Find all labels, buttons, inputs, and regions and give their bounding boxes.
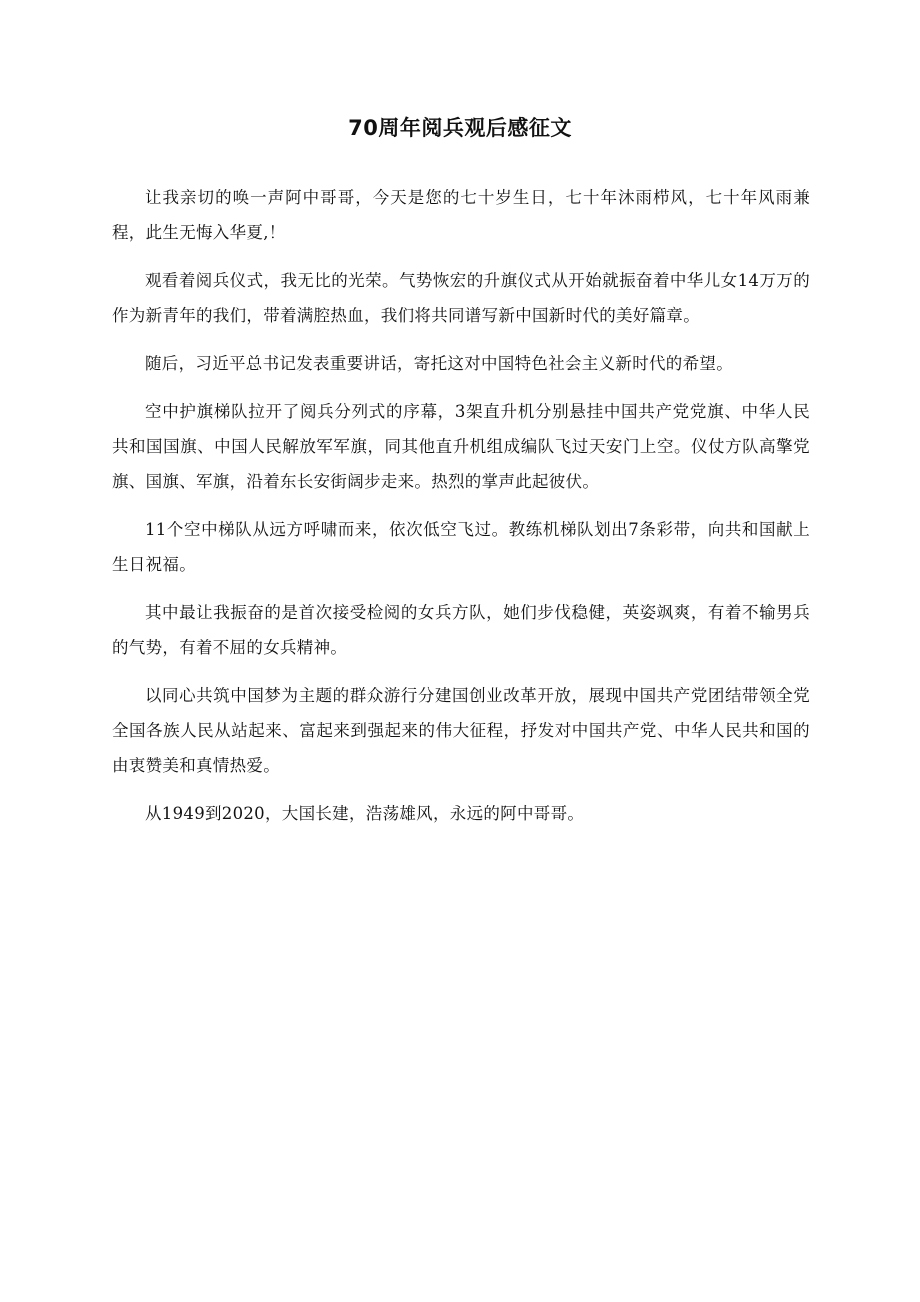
document-body [112, 180, 810, 844]
paragraph-air-echelons: 11个空中梯队从远方呼啸而来，依次低空飞过。教练机梯队划出7条彩带，向共和国献上生日祝福。 [112, 520, 810, 574]
paragraph-speech: 随后，习近平总书记发表重要讲话，寄托这对中国特色社会主义新时代的希望。 [145, 354, 733, 373]
paragraph-flag-ceremony: 观看着阅兵仪式，我无比的光荣。气势恢宏的升旗仪式从开始就振奋着中华儿女14万万的作为新青年的我们，带着满腔热血，我们将共同谱写新中国新时代的美好篇章。 [112, 271, 810, 325]
paragraph-flag-echelon: 空中护旗梯队拉开了阅兵分列式的序幕，3架直升机分别悬挂中国共产党党旗、中华人民共和国国旗、中国人民解放军军旗，同其他直升机组成编队飞过天安门上空。仪仗方队高擎党旗、国旗、军旗，沿着东长安街阔步走来。热烈的掌声此起彼伏。 [112, 402, 810, 491]
paragraph-closing: 从1949到2020，大国长建，浩荡雄风，永远的阿中哥哥。 [145, 804, 585, 823]
paragraph-mass-parade: 以同心共筑中国梦为主题的群众游行分建国创业改革开放，展现中国共产党团结带领全党全国各族人民从站起来、富起来到强起来的伟大征程，抒发对中国共产党、中华人民共和国的由衷赞美和真情热爱。 [112, 686, 810, 775]
paragraph-greeting: 让我亲切的唤一声阿中哥哥，今天是您的七十岁生日，七十年沐雨栉风，七十年风雨兼程，此生无悔入华夏,！ [112, 188, 810, 242]
paragraph-female-squad: 其中最让我振奋的是首次接受检阅的女兵方队，她们步伐稳健，英姿飒爽，有着不输男兵的气势，有着不屈的女兵精神。 [112, 603, 810, 657]
document-title: 70周年阅兵观后感征文 [348, 116, 572, 140]
